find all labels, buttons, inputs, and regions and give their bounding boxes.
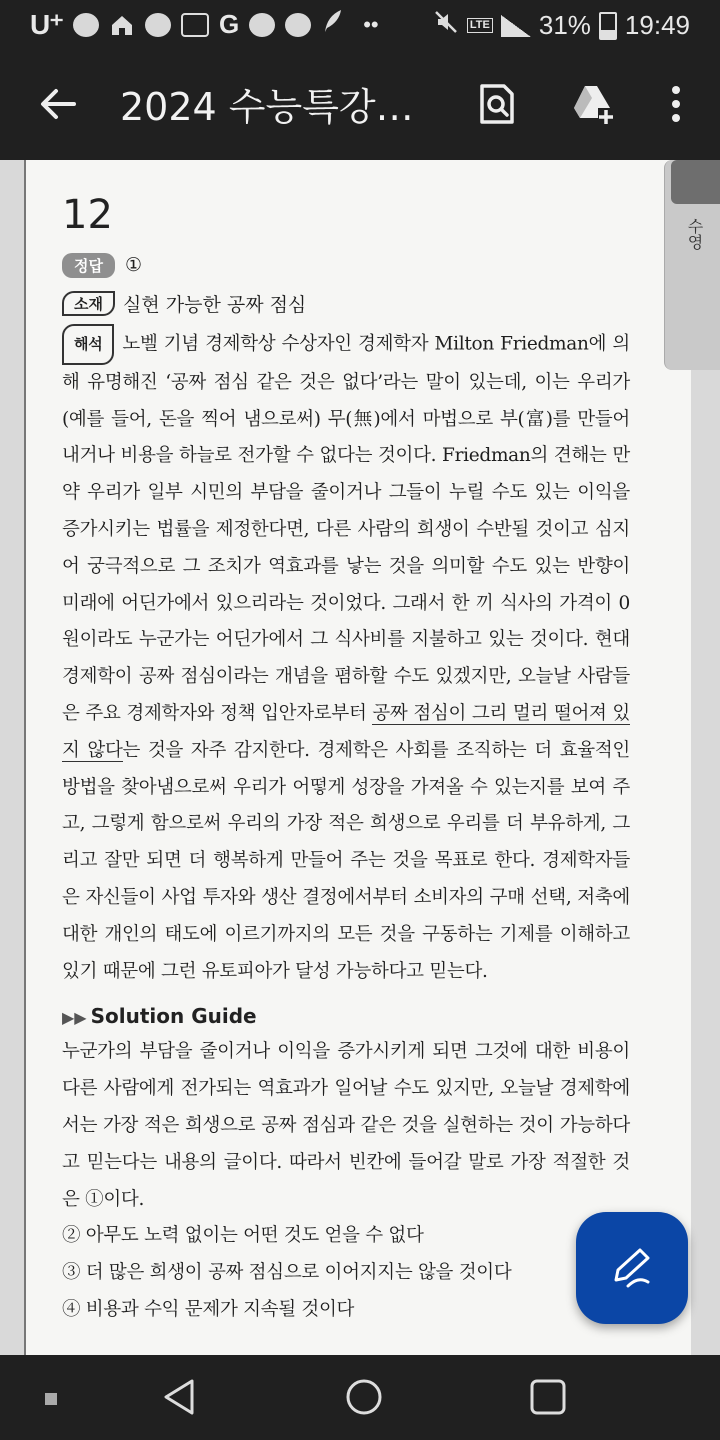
back-arrow-icon xyxy=(34,80,82,128)
chat-icon xyxy=(285,13,311,37)
battery-percent: 31% xyxy=(538,10,591,40)
system-nav-bar xyxy=(0,1355,720,1440)
solution-guide-text: 누군가의 부담을 줄이거나 이익을 증가시키게 되면 그것에 대한 비용이 다른 사람에게 전가되는 역효과가 일어날 수도 있지만, 오늘날 경제학에서는 가장 적은 희생으로 공짜 점심과 같은 것을 실현하는 것이 가능하다고 믿는다는 내용의 글이다. 따라서 빈칸에 들어갈 말로 가장 적절한 것은 ①이다. xyxy=(62,1041,630,1210)
topic-label: 소재 xyxy=(62,291,115,316)
status-bar-right xyxy=(433,9,690,42)
answer-row xyxy=(62,246,630,284)
back-triangle-icon xyxy=(160,1377,200,1417)
search-document-button[interactable] xyxy=(472,80,520,128)
option-3: ③ 더 많은 희생이 공짜 점심으로 이어지지는 않을 것이다 xyxy=(62,1262,512,1284)
status-bar-left xyxy=(30,8,379,41)
carrier-label: U⁺ xyxy=(30,9,63,40)
solution-guide-heading xyxy=(62,998,630,1034)
clock: 19:49 xyxy=(624,10,690,40)
answer-label: 정답 xyxy=(62,253,115,278)
status-bar xyxy=(0,0,720,50)
ad-blocker-icon xyxy=(73,13,99,37)
google-icon: G xyxy=(219,9,240,39)
battery-icon xyxy=(599,12,617,40)
signal-icon xyxy=(501,15,531,37)
explain-label: 해석 xyxy=(62,324,114,365)
explanation-underlined-text: 공짜 점심이 그리 멀리 떨어져 있지 않다 xyxy=(62,702,630,761)
answer-explanation xyxy=(62,190,630,1329)
page-side-tab xyxy=(664,160,720,370)
home-circle-icon xyxy=(344,1377,384,1417)
question-number: 12 xyxy=(62,192,113,238)
nav-home-button[interactable] xyxy=(344,1377,384,1421)
topic-value: 실현 가능한 공짜 점심 xyxy=(122,293,307,316)
explanation-paragraph xyxy=(62,324,630,990)
feather-icon xyxy=(321,8,345,41)
lte-icon: LTE xyxy=(467,18,493,33)
more-vert-icon xyxy=(652,80,700,128)
solution-guide-title: Solution Guide xyxy=(90,1004,257,1029)
option-2: ② 아무도 노력 없이는 어떤 것도 얻을 수 없다 xyxy=(62,1225,424,1247)
explanation-text-first: 노벨 기념 경제학상 수상자인 경제학자 Milton Friedman에 의해 유명해진 ‘공짜 점심 같은 것은 없다’라는 말이 있는데, 이는 우리가 (예를 들어, 돈을 찍어 냄으로써) 무(無)에서 마법으로 부(富)를 만들어 내거나 비용을 하늘로 전가할 수 없다는 것이다. Friedman의 견해는 만약 우리가 일부 시민의 부담을 줄이거나 그들이 누릴 수도 있는 이익을 증가시키는 법률을 제정한다면, 다른 사람의 희생이 수반될 것이고 심지어 궁극적으로 그 조치가 역효과를 낳는 것을 의미할 수도 있는 반향이 미래에 어딘가에서 있으리라는 것이었다. 그래서 한 끼 식사의 가격이 0원이라도 누군가는 어딘가에서 그 식사비를 지불하고 있는 것이다. 현대 경제학이 공짜 점심이라는 개념을 폄하할 수도 있겠지만, 오늘날 사람들은 주요 경제학자와 정책 입안자로부터 xyxy=(62,333,630,724)
nav-back-button[interactable] xyxy=(160,1377,200,1421)
back-button[interactable] xyxy=(34,80,82,128)
nav-overview-button[interactable] xyxy=(528,1377,568,1421)
chat-icon xyxy=(145,13,171,37)
gallery-icon xyxy=(181,13,209,37)
explanation-text-rest: 는 것을 자주 감지한다. 경제학은 사회를 조직하는 더 효율적인 방법을 찾아냄으로써 우리가 어떻게 성장을 가져올 수 있는지를 보여 주고, 그렇게 함으로써 우리의 가장 적은 희생으로 우리를 더 부유하게, 그리고 잘만 되면 더 행복하게 만들어 주는 것을 목표로 한다. 경제학자들은 자신들이 사업 투자와 생산 결정에서부터 소비자의 구매 선택, 저축에 대한 개인의 태도에 이르기까지의 모든 것을 구동하는 기제를 이해하고 있기 때문에 그런 유토피아가 달성 가능하다고 믿는다. xyxy=(62,739,630,982)
document-title: 2024 수능특강… xyxy=(120,85,414,129)
talk-icon xyxy=(249,13,275,37)
more-options-button[interactable] xyxy=(652,80,700,128)
double-arrow-icon: ▶▶ xyxy=(62,1008,87,1028)
edit-pen-icon xyxy=(610,1246,654,1290)
recent-apps-button[interactable] xyxy=(44,1391,58,1410)
home-icon xyxy=(109,13,135,37)
topic-row xyxy=(62,284,630,322)
recent-apps-icon xyxy=(44,1392,58,1406)
answer-value: ① xyxy=(124,254,143,276)
overview-square-icon xyxy=(528,1377,568,1417)
mute-icon xyxy=(433,9,459,42)
search-document-icon xyxy=(472,80,520,128)
side-tab-marker xyxy=(671,160,720,204)
document-page xyxy=(24,160,704,1355)
option-4: ④ 비용과 수익 문제가 지속될 것이다 xyxy=(62,1298,355,1320)
app-bar xyxy=(0,50,720,160)
add-to-drive-icon xyxy=(568,80,616,128)
side-tab-text: 수영 xyxy=(685,218,704,250)
annotate-fab-button[interactable] xyxy=(576,1212,688,1324)
more-dots-icon: •• xyxy=(363,11,379,37)
document-viewer[interactable] xyxy=(0,160,720,1355)
add-to-drive-button[interactable] xyxy=(568,80,616,128)
